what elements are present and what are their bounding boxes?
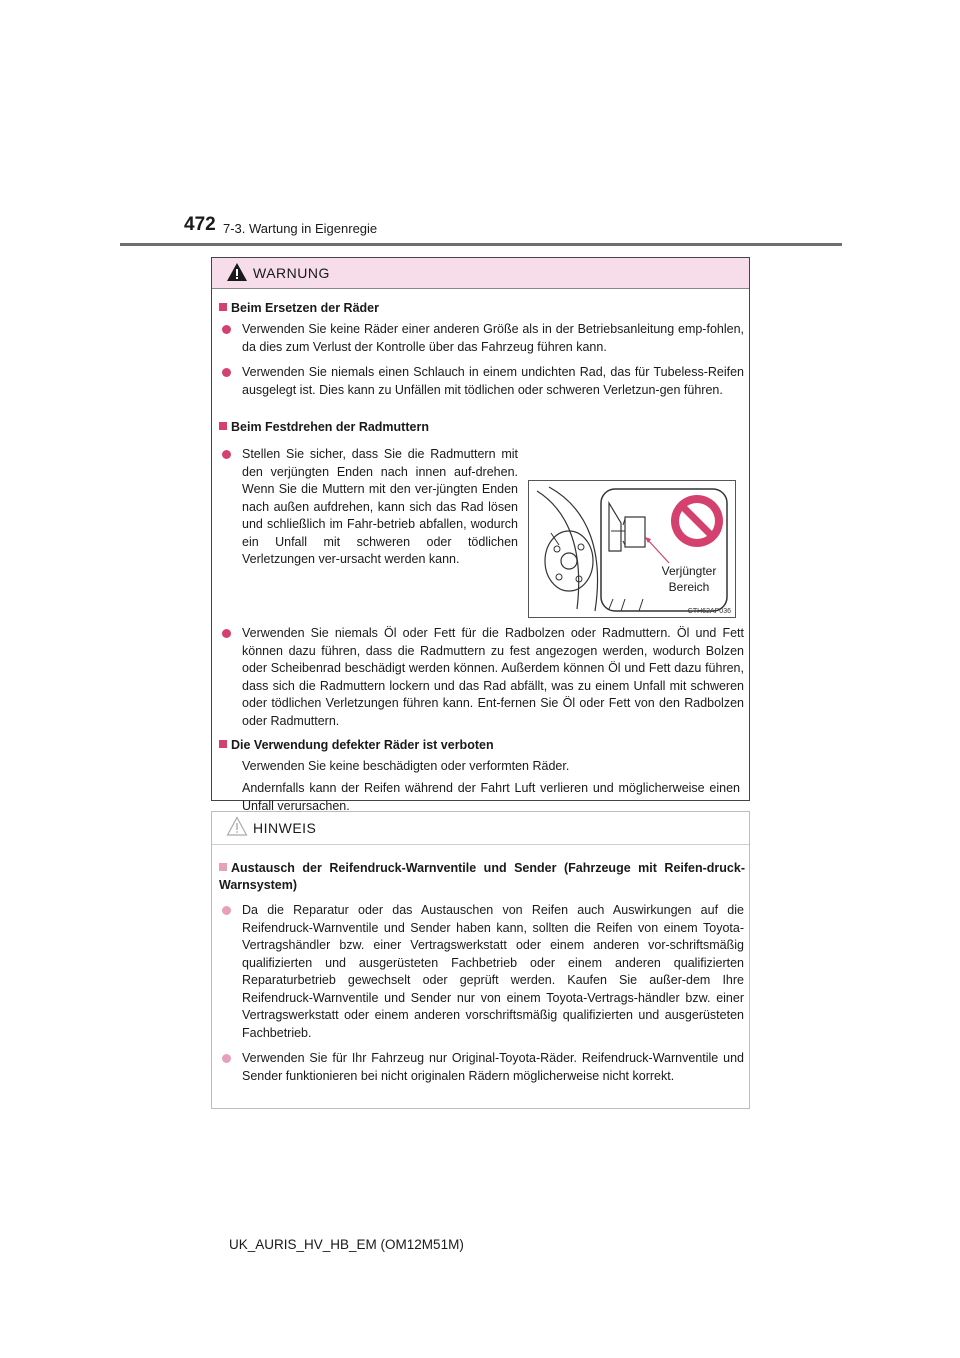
notice-box bbox=[211, 811, 750, 1109]
figure-label: Verjüngter Bereich bbox=[661, 564, 717, 594]
notice-header bbox=[212, 812, 749, 845]
section-square-icon bbox=[219, 740, 227, 748]
wheel-nut-figure bbox=[528, 480, 736, 618]
notice-section-title: Austausch der Reifendruck-Warnventile und Sender (Fahrzeuge mit Reifen-druck-Warnsystem) bbox=[219, 861, 745, 892]
notice-label: HINWEIS bbox=[253, 820, 317, 836]
list-item: Verwenden Sie keine Räder einer anderen Größe als in der Betriebsanleitung emp-fohlen, da dies zum Verlust der Kontrolle über das Fahrzeug führen kann. bbox=[222, 321, 744, 356]
caution-triangle-icon bbox=[226, 816, 248, 836]
page-number: 472 bbox=[184, 214, 216, 235]
section-title: 7-3. Wartung in Eigenregie bbox=[223, 221, 378, 236]
paragraph: Andernfalls kann der Reifen während der Fahrt Luft verlieren und möglicherweise einen Unfall verursachen. bbox=[242, 781, 740, 813]
warning-section-title: Beim Ersetzen der Räder bbox=[219, 300, 745, 317]
bullet-dot-icon bbox=[222, 1054, 231, 1063]
bullet-dot-icon bbox=[222, 368, 231, 377]
section-square-icon bbox=[219, 303, 227, 311]
warning-triangle-icon bbox=[226, 262, 248, 282]
paragraph: Verwenden Sie keine beschädigten oder verformten Räder. bbox=[242, 759, 570, 773]
warning-section-title: Die Verwendung defekter Räder ist verboten bbox=[219, 737, 745, 754]
warning-section-title: Beim Festdrehen der Radmuttern bbox=[219, 419, 745, 436]
wheel-nut-illustration bbox=[529, 481, 735, 617]
list-item: Stellen Sie sicher, dass Sie die Radmuttern mit den verjüngten Enden nach innen auf-drehen. Wenn Sie die Muttern mit den ver-jüngten Enden nach außen aufdrehen, kann sich das Rad lösen und schließlich im Fahr-betrieb abfallen, wodurch ein Unfall mit schweren oder tödlichen Verletzungen ver-ursacht werden kann. bbox=[222, 446, 518, 569]
list-item: Verwenden Sie niemals Öl oder Fett für die Radbolzen oder Radmuttern. Öl und Fett können dazu führen, dass die Radmuttern zu fest angezogen werden, wodurch Bolzen oder Scheibenrad beschädigt werden können. Außerdem können Öl und Fett dazu führen, dass sich die Radmuttern lockern und das Rad abfällt, was zu einem Unfall mit schweren oder tödlichen Verletzungen führen kann. Ent-fernen Sie Öl oder Fett von den Radbolzen oder Radmuttern. bbox=[222, 625, 744, 730]
header-rule bbox=[120, 243, 842, 246]
bullet-dot-icon bbox=[222, 629, 231, 638]
bullet-dot-icon bbox=[222, 325, 231, 334]
section-square-icon bbox=[219, 422, 227, 430]
warning-box bbox=[211, 257, 750, 813]
bullet-dot-icon bbox=[222, 906, 231, 915]
warning-label: WARNUNG bbox=[253, 265, 330, 281]
footer-doc-code: UK_AURIS_HV_HB_EM (OM12M51M) bbox=[229, 1237, 464, 1252]
section-square-icon bbox=[219, 863, 227, 871]
warning-header bbox=[212, 258, 749, 289]
bullet-dot-icon bbox=[222, 450, 231, 459]
list-item: Verwenden Sie für Ihr Fahrzeug nur Original-Toyota-Räder. Reifendruck-Warnventile und Sender funktionieren bei nicht originalen Rädern möglicherweise nicht korrekt. bbox=[222, 1050, 744, 1085]
figure-code: CTH62AP036 bbox=[687, 608, 731, 615]
list-item: Da die Reparatur oder das Austauschen von Reifen auch Auswirkungen auf die Reifendruck-Warnventile und Sender haben kann, sollten die Reifen von einem Toyota-Vertragshändler bzw. einer Vertragswerkstatt oder einem anderen vor-schriftsmäßig qualifizierten und ausgerüsteten Fachbetrieb oder einem anderen qualifizierten Reparaturbetrieb gewechselt oder geprüft werden. Kaufen Sie außer-dem Ihre Reifendruck-Warnventile und Sender nur von einem Toyota-Vertrags-händler bzw. einer Vertragswerkstatt oder einem anderen vorschriftsmäßig qualifizierten und ausgerüsteten Fachbetrieb. bbox=[222, 902, 744, 1042]
list-item: Verwenden Sie niemals einen Schlauch in einem undichten Rad, das für Tubeless-Reifen ausgelegt ist. Dies kann zu Unfällen mit tödlichen oder schweren Verletzun-gen führen. bbox=[222, 364, 744, 399]
